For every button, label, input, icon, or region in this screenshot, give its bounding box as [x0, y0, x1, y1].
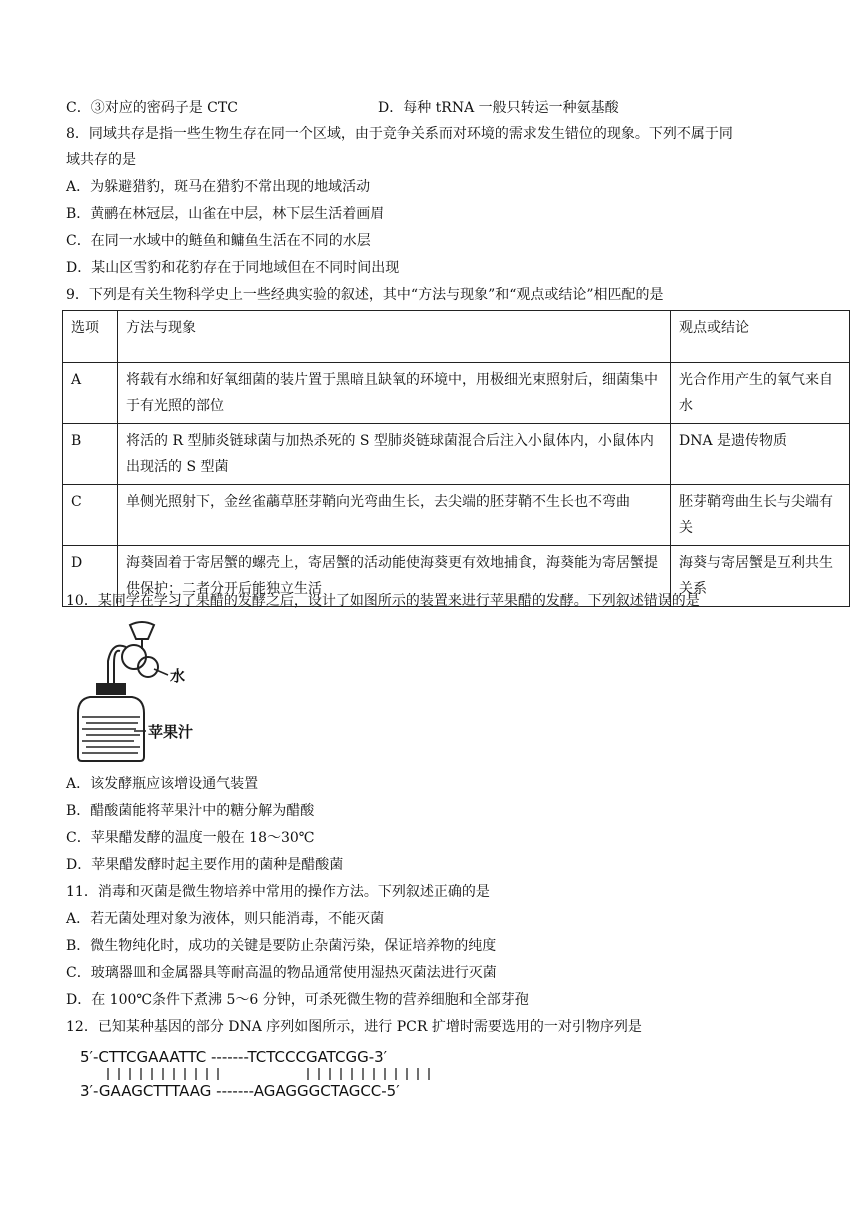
label-apple-juice: 苹果汁 [148, 723, 194, 741]
q8-option-d: D．某山区雪豹和花豹存在于同地域但在不同时间出现 [66, 260, 400, 276]
q8-stem-line1: 8．同域共存是指一些生物生存在同一个区域，由于竞争关系而对环境的需求发生错位的现象。下列不属于同 [66, 126, 733, 142]
q9-row-conclusion: 光合作用产生的氧气来自水 [671, 363, 850, 424]
q9-row-conclusion: 胚芽鞘弯曲生长与尖端有关 [671, 485, 850, 546]
q8-option-b: B．黄鹂在林冠层，山雀在中层，林下层生活着画眉 [66, 206, 385, 222]
q9-row-conclusion: 海葵与寄居蟹是互利共生关系 [671, 546, 850, 607]
q9-row-option: D [63, 546, 118, 607]
q9-row-option: A [63, 363, 118, 424]
q9-table [62, 310, 850, 607]
dna-strand-bottom: 3′-GAAGCTTTAAG -------AGAGGGCTAGCC-5′ [80, 1082, 400, 1100]
q12-stem: 12．已知某种基因的部分 DNA 序列如图所示，进行 PCR 扩增时需要选用的一对引物序列是 [66, 1019, 642, 1035]
q8-option-a: A．为躲避猎豹，斑马在猎豹不常出现的地域活动 [66, 179, 371, 195]
q9-header-option: 选项 [63, 311, 118, 363]
label-water: 水 [170, 667, 186, 685]
q9-row-b [63, 424, 850, 485]
dna-sequence-figure [76, 1046, 496, 1106]
q9-row-method: 将载有水绵和好氧细菌的装片置于黑暗且缺氧的环境中，用极细光束照射后，细菌集中于有光照的部位 [118, 363, 671, 424]
q9-row-option: B [63, 424, 118, 485]
q11-option-a: A．若无菌处理对象为液体，则只能消毒，不能灭菌 [66, 911, 385, 927]
q9-header-conclusion: 观点或结论 [671, 311, 850, 363]
q11-option-b: B．微生物纯化时，成功的关键是要防止杂菌污染，保证培养物的纯度 [66, 938, 497, 954]
q8-stem-line2: 域共存的是 [66, 152, 136, 168]
q10-option-d: D．苹果醋发酵时起主要作用的菌种是醋酸菌 [66, 857, 344, 873]
q9-header-method: 方法与现象 [118, 311, 671, 363]
q9-row-method: 单侧光照射下，金丝雀虉草胚芽鞘向光弯曲生长，去尖端的胚芽鞘不生长也不弯曲 [118, 485, 671, 546]
q8-option-c: C．在同一水域中的鲢鱼和鳙鱼生活在不同的水层 [66, 233, 371, 249]
q11-stem: 11．消毒和灭菌是微生物培养中常用的操作方法。下列叙述正确的是 [66, 884, 490, 900]
q9-row-method: 海葵固着于寄居蟹的螺壳上，寄居蟹的活动能使海葵更有效地捕食，海葵能为寄居蟹提供保护；二者分开后能独立生活 [118, 546, 671, 607]
q9-row-conclusion: DNA 是遗传物质 [671, 424, 850, 485]
q7-options [66, 98, 619, 118]
base-pair-ticks [108, 1068, 429, 1080]
q9-table-header [63, 311, 850, 363]
q7-option-d: D．每种 tRNA 一般只转运一种氨基酸 [378, 100, 619, 116]
q11-option-c: C．玻璃器皿和金属器具等耐高温的物品通常使用湿热灭菌法进行灭菌 [66, 965, 497, 981]
q10-option-b: B．醋酸菌能将苹果汁中的糖分解为醋酸 [66, 803, 315, 819]
q10-stem: 10．某同学在学习了果醋的发酵之后，设计了如图所示的装置来进行苹果醋的发酵。下列叙述错误的是 [66, 593, 700, 609]
q9-row-method: 将活的 R 型肺炎链球菌与加热杀死的 S 型肺炎链球菌混合后注入小鼠体内，小鼠体内出现活的 S 型菌 [118, 424, 671, 485]
q9-row-c [63, 485, 850, 546]
q10-option-c: C．苹果醋发酵的温度一般在 18～30℃ [66, 830, 315, 846]
fermentation-apparatus-figure [72, 617, 212, 763]
q9-stem: 9．下列是有关生物科学史上一些经典实验的叙述，其中“方法与现象”和“观点或结论”相匹配的是 [66, 287, 664, 303]
dna-strand-top: 5′-CTTCGAAATTC -------TCTCCCGATCGG-3′ [80, 1048, 388, 1066]
q9-row-option: C [63, 485, 118, 546]
q9-row-a [63, 363, 850, 424]
q11-option-d: D．在 100℃条件下煮沸 5～6 分钟，可杀死微生物的营养细胞和全部芽孢 [66, 992, 529, 1008]
q10-option-a: A．该发酵瓶应该增设通气装置 [66, 776, 259, 792]
q7-option-c: C．③对应的密码子是 CTC [66, 100, 238, 116]
